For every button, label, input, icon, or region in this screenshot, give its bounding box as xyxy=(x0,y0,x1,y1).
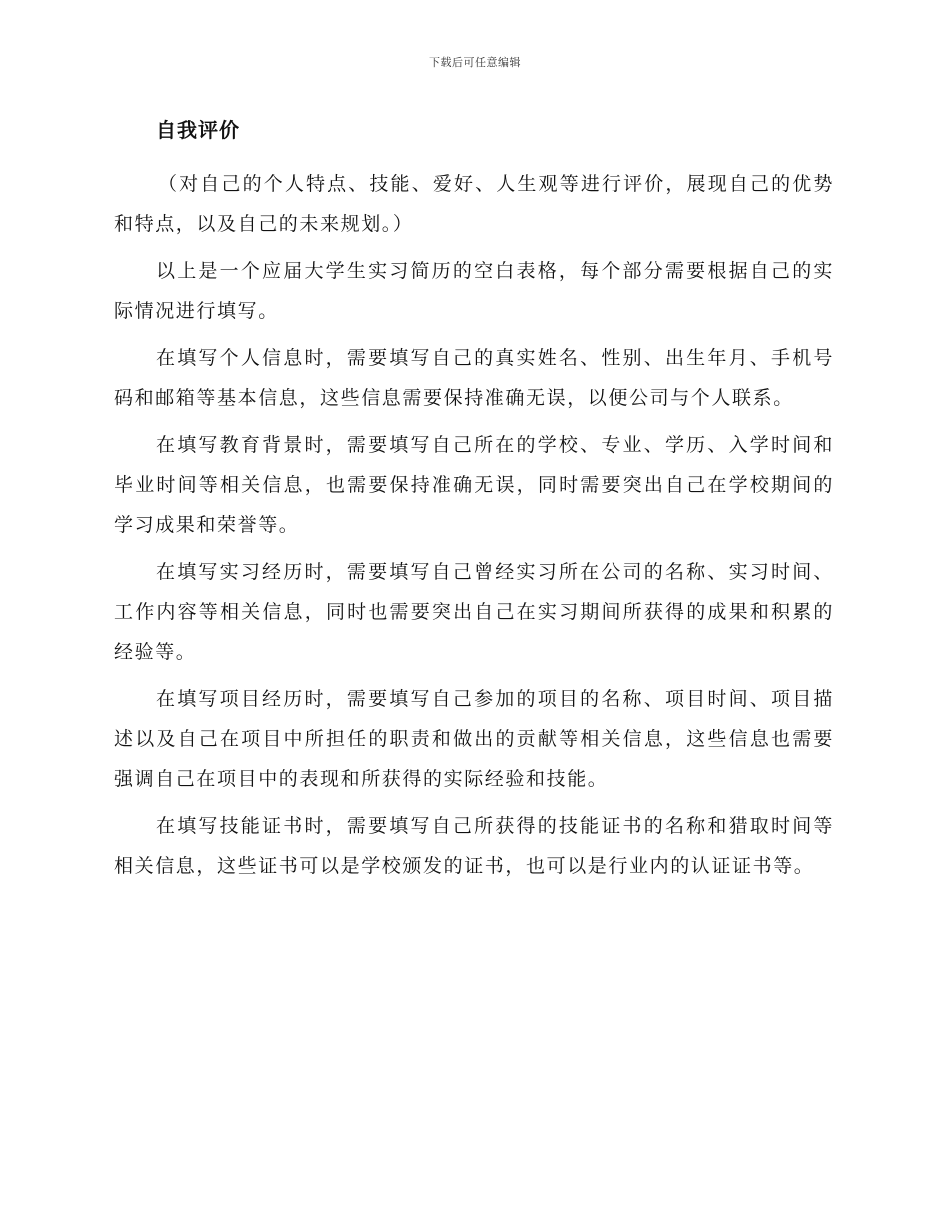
page-header: 下载后可任意编辑 xyxy=(429,56,521,69)
paragraph-certificates: 在填写技能证书时，需要填写自己所获得的技能证书的名称和猎取时间等相关信息，这些证书可以是学校颁发的证书，也可以是行业内的认证证书等。 xyxy=(114,815,834,877)
paragraph-intro: 以上是一个应届大学生实习简历的空白表格，每个部分需要根据自己的实际情况进行填写。 xyxy=(114,260,834,322)
paragraph-personal-info: 在填写个人信息时，需要填写自己的真实姓名、性别、出生年月、手机号码和邮箱等基本信息，这些信息需要保持准确无误，以便公司与个人联系。 xyxy=(114,347,834,409)
paragraph-self-evaluation-note: （对自己的个人特点、技能、爱好、人生观等进行评价，展现自己的优势和特点，以及自己的未来规划。） xyxy=(114,173,834,235)
section-title: 自我评价 xyxy=(156,118,240,142)
document-body xyxy=(114,112,834,893)
paragraph-education: 在填写教育背景时，需要填写自己所在的学校、专业、学历、入学时间和毕业时间等相关信息，也需要保持准确无误，同时需要突出自己在学校期间的学习成果和荣誉等。 xyxy=(114,434,834,536)
paragraph-projects: 在填写项目经历时，需要填写自己参加的项目的名称、项目时间、项目描述以及自己在项目中所担任的职责和做出的贡献等相关信息，这些信息也需要强调自己在项目中的表现和所获得的实际经验和技能。 xyxy=(114,688,834,790)
paragraph-internship: 在填写实习经历时，需要填写自己曾经实习所在公司的名称、实习时间、工作内容等相关信息，同时也需要突出自己在实习期间所获得的成果和积累的经验等。 xyxy=(114,561,834,663)
